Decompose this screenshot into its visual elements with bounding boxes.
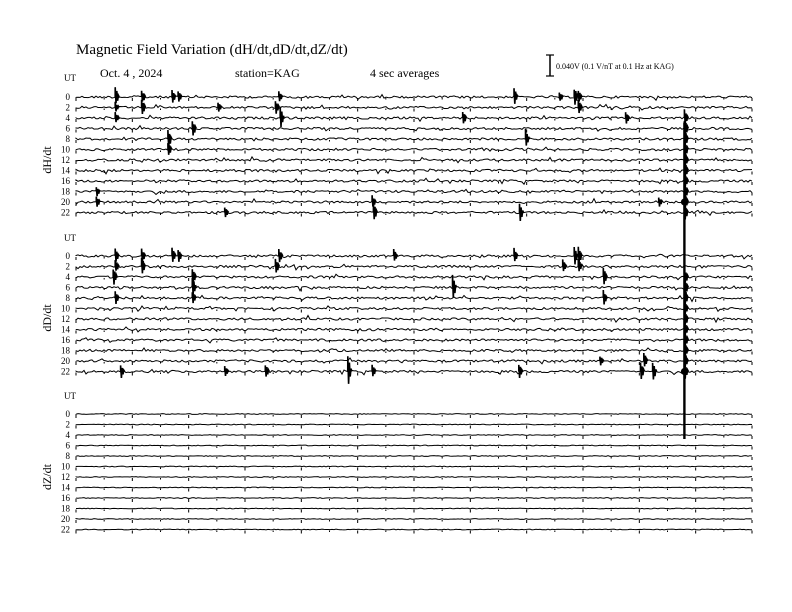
trace-spike [453, 275, 457, 298]
hour-label: 4 [65, 113, 70, 123]
trace-row [76, 445, 752, 446]
trace-spike [519, 365, 523, 378]
trace-spike [394, 249, 398, 261]
trace-row [76, 466, 752, 467]
hour-label: 22 [61, 524, 70, 535]
trace-spike [279, 249, 283, 262]
trace-spike [279, 91, 283, 101]
hour-label: 18 [61, 503, 70, 514]
trace-spike [280, 107, 284, 127]
trace-spike [626, 112, 630, 123]
ut-label: UT [64, 73, 76, 83]
hour-label: 6 [65, 123, 70, 134]
trace-spike [644, 353, 648, 366]
hour-label: 22 [61, 366, 70, 377]
trace-spike [372, 365, 376, 376]
trace-spike [96, 197, 100, 207]
trace-spike [178, 250, 182, 262]
hour-label: 16 [61, 176, 70, 186]
trace-spike [142, 100, 146, 114]
trace-spike [121, 365, 125, 378]
trace-spike [519, 204, 523, 221]
hour-label: 0 [65, 251, 70, 261]
trace-spike [275, 101, 279, 114]
trace-spike [178, 91, 182, 101]
trace-spike [115, 112, 119, 122]
trace-spike [218, 103, 222, 112]
hour-label: 20 [61, 356, 70, 366]
trace-spike [115, 87, 119, 103]
trace-spike [115, 291, 119, 304]
panel-dhdt [40, 73, 752, 221]
trace-spike [578, 259, 582, 271]
averaging-label: 4 sec averages [370, 66, 440, 80]
trace-row [76, 487, 752, 488]
trace-spike [514, 88, 518, 104]
trace-spike [653, 363, 657, 380]
hour-label: 8 [65, 451, 70, 461]
trace-spike [115, 260, 119, 271]
trace-spike [115, 249, 119, 262]
ut-label: UT [64, 391, 76, 401]
hour-label: 14 [61, 482, 70, 493]
trace-spike [526, 129, 530, 146]
hour-label: 8 [65, 293, 70, 303]
trace-spike [168, 143, 172, 155]
trace-spike [603, 290, 607, 305]
trace-row [76, 477, 752, 478]
trace-spike [225, 208, 229, 218]
trace-spike [96, 187, 100, 196]
trace-spike [514, 248, 518, 261]
hour-label: 22 [61, 207, 70, 218]
scale-bar [546, 55, 554, 76]
spike-marker [681, 199, 688, 206]
hour-label: 14 [61, 165, 70, 176]
trace-row [76, 435, 752, 436]
trace-spike [578, 100, 582, 113]
trace-spike [192, 292, 196, 303]
hour-label: 18 [61, 345, 70, 356]
hour-label: 18 [61, 186, 70, 197]
trace-row [76, 424, 752, 425]
hour-label: 16 [61, 335, 70, 345]
hour-label: 20 [61, 197, 70, 207]
hour-label: 4 [65, 430, 70, 440]
hour-label: 12 [61, 472, 70, 482]
hour-label: 20 [61, 514, 70, 524]
trace-spike [463, 112, 467, 123]
panel-dddt [40, 233, 752, 384]
trace-spike [142, 258, 146, 274]
hour-label: 2 [65, 261, 70, 272]
hour-label: 8 [65, 134, 70, 144]
trace-spike [113, 270, 117, 285]
hour-label: 0 [65, 92, 70, 102]
hour-label: 10 [61, 144, 70, 155]
trace-spike [659, 198, 663, 207]
axis-label: dZ/dt [40, 464, 54, 490]
axis-label: dD/dt [40, 304, 54, 332]
axis-label: dH/dt [40, 146, 54, 174]
trace-spike [563, 259, 567, 271]
hour-label: 10 [61, 461, 70, 472]
panel-dzdt [40, 391, 752, 535]
chart-title: Magnetic Field Variation (dH/dt,dD/dt,dZ/dt) [76, 42, 348, 58]
ut-label: UT [64, 233, 76, 243]
trace-row [76, 529, 752, 530]
hour-label: 16 [61, 493, 70, 503]
trace-spike [172, 90, 176, 103]
station-label: station=KAG [235, 66, 300, 80]
hour-label: 2 [65, 419, 70, 430]
trace-spike [600, 357, 604, 366]
trace-row [76, 508, 752, 509]
trace-spike [225, 366, 229, 376]
hour-label: 6 [65, 440, 70, 451]
hour-label: 14 [61, 324, 70, 335]
trace-row [76, 456, 752, 457]
scale-label: 0.040V (0.1 V/nT at 0.1 Hz at KAG) [556, 62, 674, 71]
trace-row [76, 498, 752, 499]
trace-spike [265, 365, 269, 376]
hour-label: 12 [61, 155, 70, 165]
trace-spike [115, 102, 119, 112]
trace-spike [603, 268, 607, 284]
spike-marker [681, 368, 688, 375]
date-label: Oct. 4 , 2024 [100, 66, 163, 80]
hour-label: 2 [65, 102, 70, 113]
trace-spike [172, 248, 176, 262]
hour-label: 12 [61, 314, 70, 324]
trace-row [76, 519, 752, 520]
hour-label: 6 [65, 282, 70, 293]
hour-label: 4 [65, 272, 70, 282]
trace-spike [192, 121, 196, 135]
hour-label: 10 [61, 303, 70, 314]
trace-row [76, 414, 752, 415]
hour-label: 0 [65, 409, 70, 419]
trace-spike [559, 93, 563, 101]
trace-spike [373, 202, 377, 219]
